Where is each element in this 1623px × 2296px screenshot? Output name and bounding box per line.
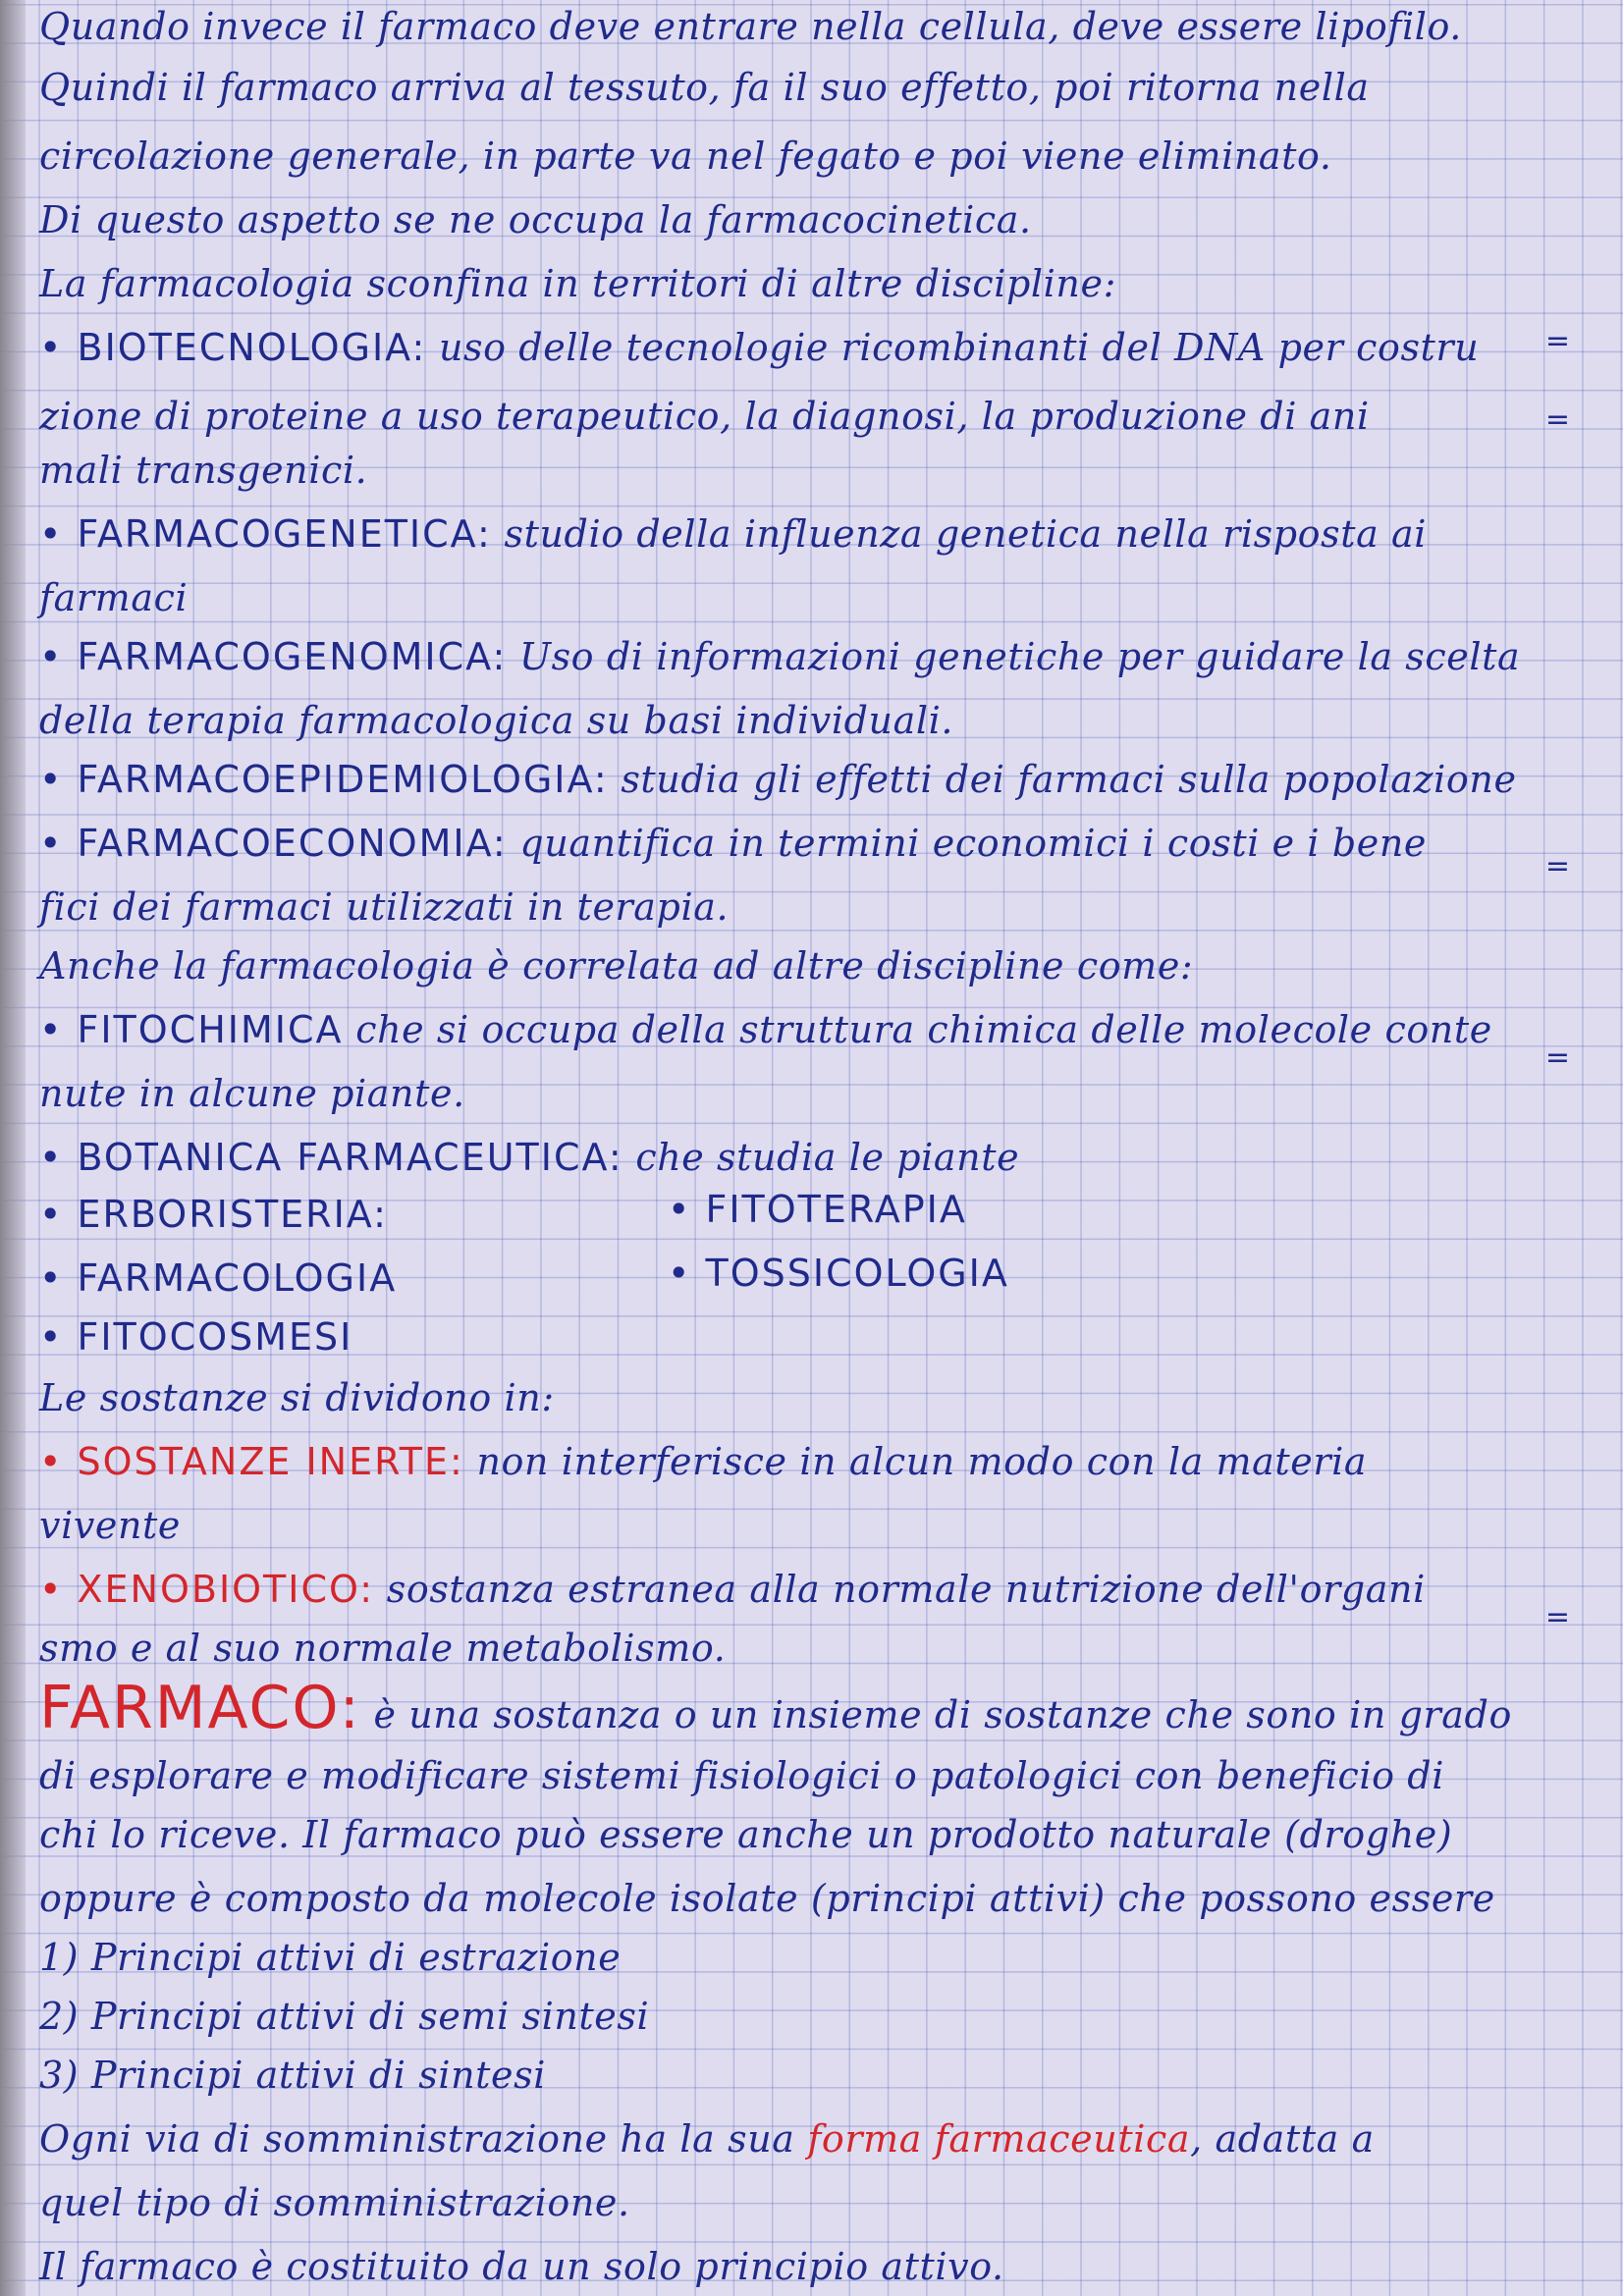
hyphen-mark: = — [1544, 324, 1570, 358]
notebook-spine — [0, 0, 26, 2296]
hyphen-mark: = — [1544, 849, 1570, 883]
text-line: smo e al suo normale metabolismo. — [39, 1627, 727, 1670]
list-item: 2) Principi attivi di semi sintesi — [39, 1995, 650, 2038]
text-line: chi lo riceve. Il farmaco può essere anche un prodotto naturale (droghe) — [39, 1813, 1453, 1856]
definition-biotecnologia — [39, 326, 1605, 369]
definition-text: sostanza estranea alla normale nutrizione dell'organi — [386, 1568, 1426, 1611]
text-line: vivente — [39, 1504, 182, 1547]
list-item: • TOSSICOLOGIA — [668, 1252, 1009, 1295]
hyphen-mark: = — [1544, 1600, 1570, 1634]
hyphen-mark: = — [1544, 402, 1570, 437]
definition-text: che si occupa della struttura chimica delle molecole conte — [355, 1008, 1492, 1051]
definition-text: non interferisce in alcun modo con la materia — [476, 1440, 1368, 1483]
definition-text: studio della influenza genetica nella risposta ai — [504, 512, 1428, 556]
definition-farmaco — [39, 1674, 1605, 1742]
list-item: 1) Principi attivi di estrazione — [39, 1936, 622, 1979]
text-segment: Ogni via di somministrazione ha la sua — [39, 2117, 795, 2161]
text-segment: , adatta a — [1190, 2117, 1375, 2161]
term: • FARMACOGENETICA: — [39, 512, 492, 556]
list-item: • ERBORISTERIA: — [39, 1193, 388, 1236]
text-line: zione di proteine a uso terapeutico, la diagnosi, la produzione di ani — [39, 395, 1370, 438]
definition-text: quantifica in termini economici i costi e i bene — [519, 822, 1428, 865]
text-line: Di questo aspetto se ne occupa la farmacocinetica. — [39, 198, 1032, 241]
list-item: • FITOCOSMESI — [39, 1315, 353, 1359]
definition-text: Uso di informazioni genetiche per guidare la scelta — [518, 635, 1521, 678]
list-item: • FARMACOLOGIA — [39, 1256, 398, 1300]
definition-text: è una sostanza o un insieme di sostanze che sono in grado — [373, 1693, 1512, 1736]
text-line: quel tipo di somministrazione. — [39, 2181, 630, 2224]
text-line: di esplorare e modificare sistemi fisiologici o patologici con beneficio di — [39, 1754, 1444, 1797]
definition-farmacogenomica — [39, 635, 1605, 678]
term: • FITOCHIMICA — [39, 1008, 344, 1051]
text-line: fici dei farmaci utilizzati in terapia. — [39, 885, 730, 929]
text-line: della terapia farmacologica su basi individuali. — [39, 699, 954, 742]
text-line: farmaci — [39, 576, 189, 619]
text-line: oppure è composto da molecole isolate (principi attivi) che possono essere — [39, 1877, 1495, 1920]
text-line: La farmacologia sconfina in territori di altre discipline: — [39, 262, 1116, 305]
list-item: • FITOTERAPIA — [668, 1188, 967, 1231]
definition-farmacogenetica — [39, 512, 1605, 556]
text-line — [39, 2117, 1605, 2161]
text-line: Il farmaco è costituito da un solo principio attivo. — [39, 2245, 1004, 2288]
term: • FARMACOGENOMICA: — [39, 635, 508, 678]
hyphen-mark: = — [1544, 1041, 1570, 1075]
text-line: Anche la farmacologia è correlata ad altre discipline come: — [39, 944, 1194, 988]
definition-farmacoepidemiologia — [39, 758, 1605, 801]
definition-xenobiotico — [39, 1568, 1605, 1611]
term-red: • SOSTANZE INERTE: — [39, 1440, 464, 1483]
definition-sostanze-inerte — [39, 1440, 1605, 1483]
term: • BIOTECNOLOGIA: — [39, 326, 427, 369]
text-line: Quindi il farmaco arriva al tessuto, fa il suo effetto, poi ritorna nella — [39, 66, 1370, 109]
definition-fitochimica — [39, 1008, 1605, 1051]
definition-text: studia gli effetti dei farmaci sulla popolazione — [621, 758, 1517, 801]
list-item: 3) Principi attivi di sintesi — [39, 2054, 546, 2097]
term-red: • XENOBIOTICO: — [39, 1568, 375, 1611]
term: • FARMACOECONOMIA: — [39, 822, 508, 865]
term: • BOTANICA FARMACEUTICA: — [39, 1136, 623, 1179]
definition-botanica-farmaceutica — [39, 1136, 1605, 1179]
term-red-large: FARMACO: — [39, 1674, 361, 1742]
definition-text: che studia le piante — [635, 1136, 1020, 1179]
text-line: Quando invece il farmaco deve entrare nella cellula, deve essere lipofilo. — [39, 5, 1462, 48]
text-line: Le sostanze si dividono in: — [39, 1376, 555, 1419]
definition-farmacoeconomia — [39, 822, 1605, 865]
text-line: nute in alcune piante. — [39, 1072, 465, 1115]
text-line: circolazione generale, in parte va nel fegato e poi viene eliminato. — [39, 134, 1332, 178]
text-line: mali transgenici. — [39, 449, 368, 492]
term: • FARMACOEPIDEMIOLOGIA: — [39, 758, 609, 801]
forma-farmaceutica-red: forma farmaceutica — [807, 2117, 1191, 2161]
definition-text: uso delle tecnologie ricombinanti del DNA per costru — [438, 326, 1480, 369]
